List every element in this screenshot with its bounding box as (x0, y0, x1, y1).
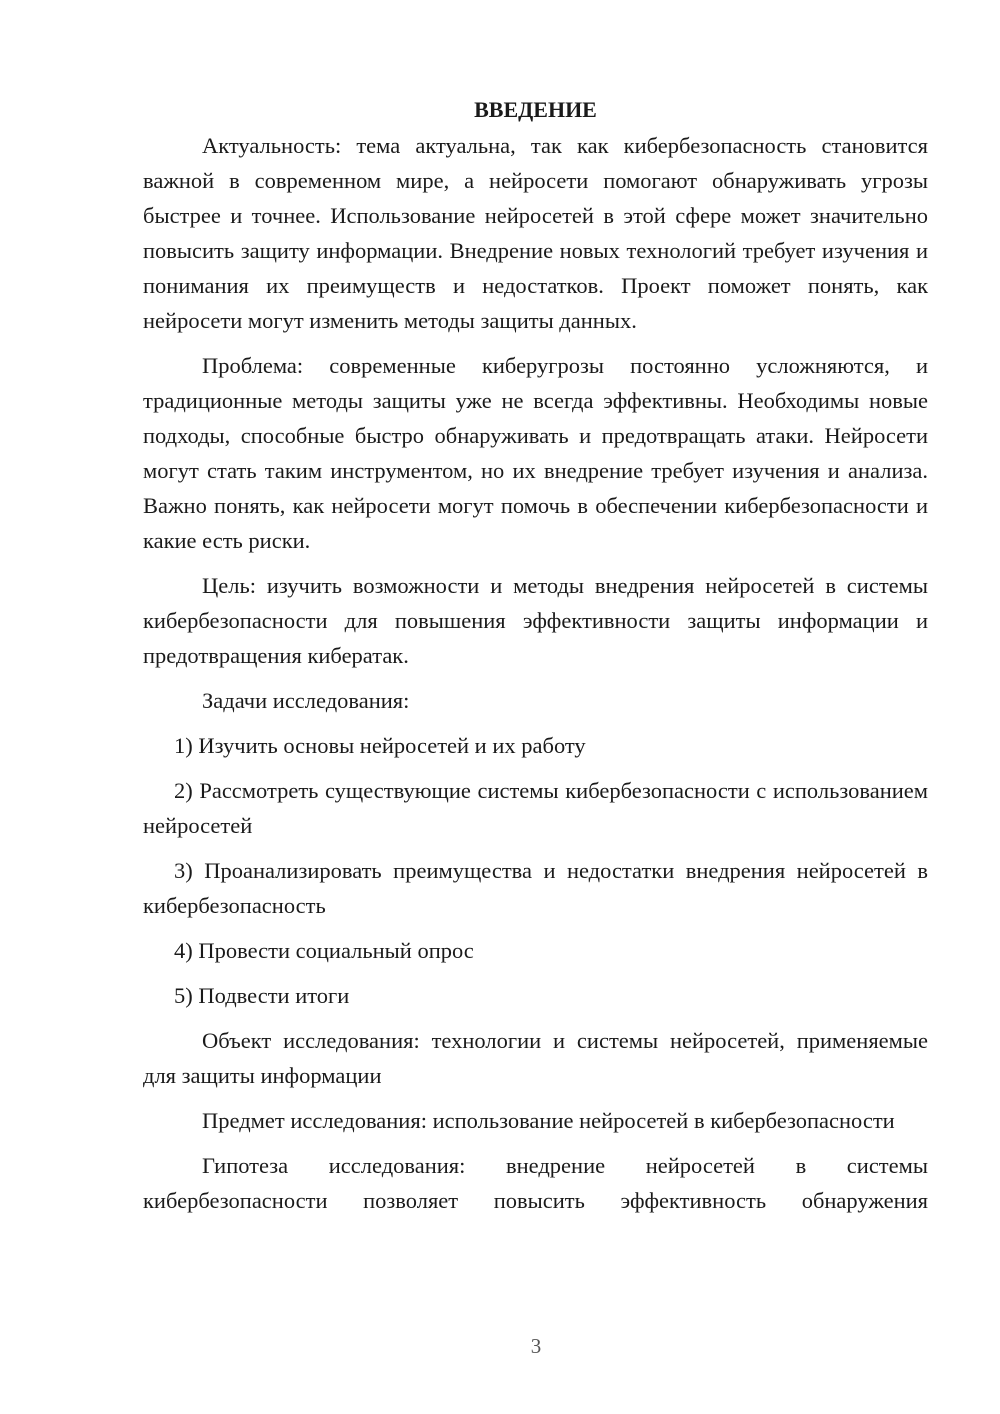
tasks-heading: Задачи исследования: (202, 688, 410, 713)
task-item-5: 5) Подвести итоги (174, 983, 350, 1008)
object-paragraph: Объект исследования: технологии и системы нейросетей, применяемые для защиты информации (143, 1028, 928, 1088)
task-item-1: 1) Изучить основы нейросетей и их работу (174, 733, 586, 758)
page-number: 3 (530, 1334, 542, 1358)
relevance-paragraph: Актуальность: тема актуальна, так как кибербезопасность становится важной в современном мире, а нейросети помогают обнаруживать угрозы быстрее и точнее. Использование нейросетей в этой сфере может значительно повысить защиту информации. Внедрение новых технологий требует изучения и понимания их преимуществ и недостатков. Проект поможет понять, как нейросети могут изменить методы защиты данных. (143, 133, 928, 333)
task-item-4: 4) Провести социальный опрос (174, 938, 474, 963)
hypothesis-paragraph: Гипотеза исследования: внедрение нейросетей в системы кибербезопасности позволяет повысить эффективность обнаружения (143, 1153, 928, 1213)
task-item-3: 3) Проанализировать преимущества и недостатки внедрения нейросетей в кибербезопасность (143, 858, 928, 918)
document-page (143, 92, 928, 1218)
section-title: ВВЕДЕНИЕ (474, 97, 597, 122)
goal-paragraph: Цель: изучить возможности и методы внедрения нейросетей в системы кибербезопасности для повышения эффективности защиты информации и предотвращения кибератак. (143, 573, 928, 668)
task-item-2: 2) Рассмотреть существующие системы кибербезопасности с использованием нейросетей (143, 778, 928, 838)
problem-paragraph: Проблема: современные киберугрозы постоянно усложняются, и традиционные методы защиты уже не всегда эффективны. Необходимы новые подходы, способные быстро обнаруживать и предотвращать атаки. Нейросети могут стать таким инструментом, но их внедрение требует изучения и анализа. Важно понять, как нейросети могут помочь в обеспечении кибербезопасности и какие есть риски. (143, 353, 928, 553)
subject-paragraph: Предмет исследования: использование нейросетей в кибербезопасности (202, 1108, 895, 1133)
